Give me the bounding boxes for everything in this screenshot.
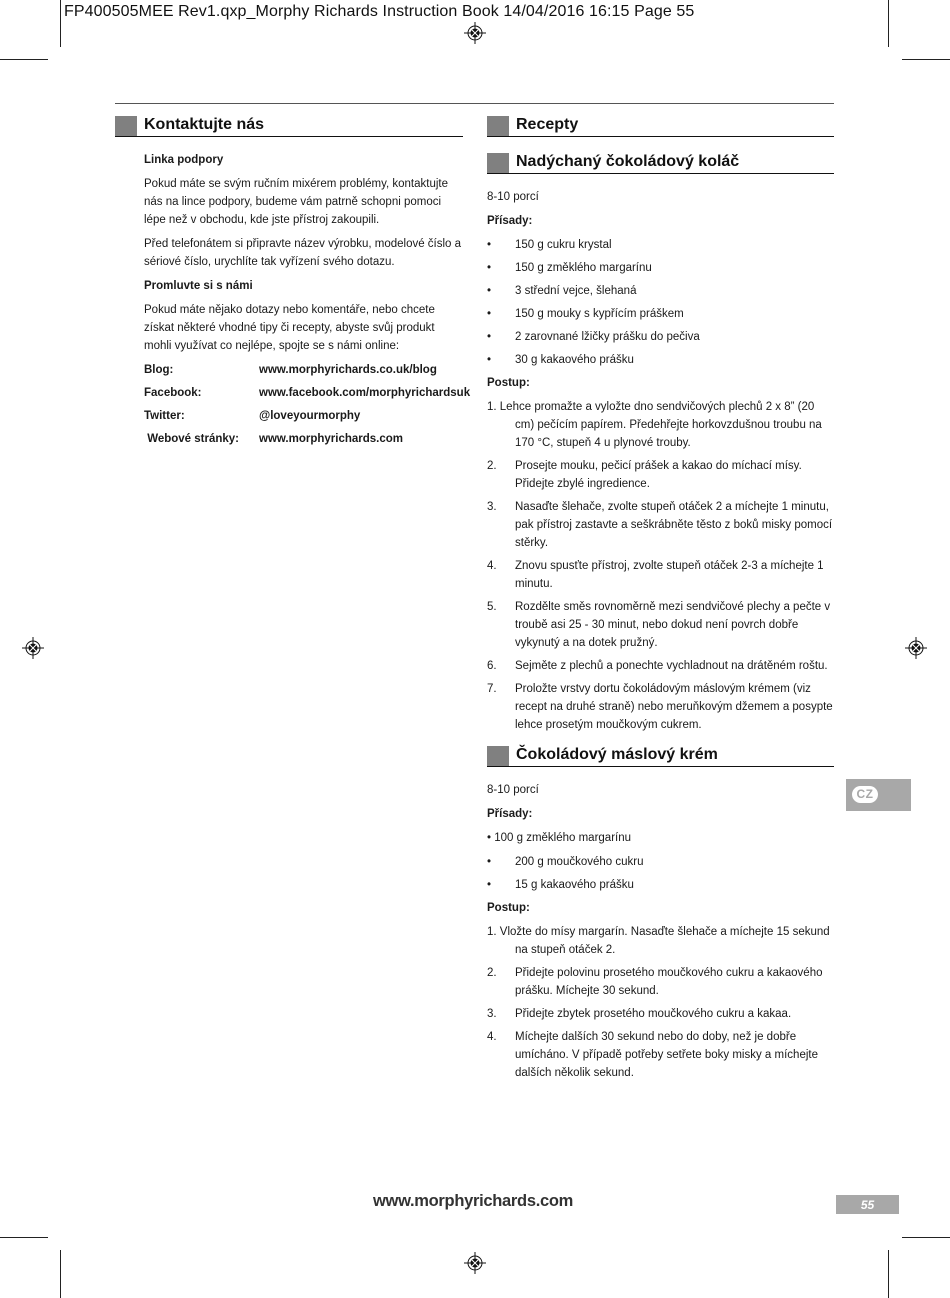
method-step <box>487 1005 834 1023</box>
method-step <box>487 964 834 1000</box>
cream-method-label: Postup: <box>487 902 530 914</box>
list-item <box>487 305 834 323</box>
ingredient-text: 200 g moučkového cukru <box>515 856 644 868</box>
method-step: 1. Lehce promažte a vyložte dno sendvičových plechů 2 x 8” (20 cm) pečícím papírem. Předehřejte horkovzdušnou troubu na 170 °C, stupeň 4 u plynové trouby. <box>487 401 822 449</box>
ingredient-text: 2 zarovnané lžičky prášku do pečiva <box>515 331 700 343</box>
contact-label: Webové stránky: <box>144 433 240 445</box>
crop-mark <box>888 0 889 47</box>
contact-column <box>115 114 471 453</box>
contact-label: Blog: <box>144 364 174 376</box>
contact-row-blog <box>144 361 463 379</box>
crop-mark <box>60 1250 61 1298</box>
cake-ingredients-label: Přísady: <box>487 215 533 227</box>
cake-heading-text: Nadýchaný čokoládový koláč <box>516 153 740 170</box>
bullet: • <box>487 285 492 297</box>
step-text: Přidejte zbytek prosetého moučkového cukru a kakaa. <box>515 1008 792 1020</box>
language-badge: CZ <box>852 786 878 803</box>
list-item <box>487 282 834 300</box>
cake-heading <box>487 151 834 174</box>
crop-mark <box>0 1237 48 1238</box>
registration-mark-icon <box>905 637 927 659</box>
method-step <box>487 498 834 552</box>
step-number: 2. <box>487 460 497 472</box>
contact-row-facebook <box>144 384 471 402</box>
recipes-heading <box>487 114 834 137</box>
ingredient-text: 150 g cukru krystal <box>515 239 612 251</box>
ingredient-text: 15 g kakaového prášku <box>515 879 634 891</box>
bullet: • <box>487 879 492 891</box>
step-number: 3. <box>487 1008 497 1020</box>
crop-mark <box>902 1237 950 1238</box>
bullet: • <box>487 239 492 251</box>
blog-link[interactable]: www.morphyrichards.co.uk/blog <box>259 364 437 376</box>
method-step: 1. Vložte do mísy margarín. Nasaďte šlehače a míchejte 15 sekund na stupeň otáček 2. <box>487 926 830 956</box>
step-number: 3. <box>487 501 497 513</box>
method-step <box>487 1028 834 1082</box>
support-paragraph: Pokud máte se svým ručním mixérem problémy, kontaktujte nás na lince podpory, budeme vám patrně schopni pomoci lépe než v obchodu, kde jste přístroj zakoupili. <box>144 178 449 226</box>
step-number: 6. <box>487 660 497 672</box>
heading-block <box>487 746 509 766</box>
list-item <box>487 876 834 894</box>
step-number: 7. <box>487 683 497 695</box>
bullet: • <box>487 308 492 320</box>
step-text: Přidejte polovinu prosetého moučkového cukru a kakaového prášku. Míchejte 30 sekund. <box>515 967 823 997</box>
step-text: Sejměte z plechů a ponechte vychladnout na drátěném roštu. <box>515 660 828 672</box>
contact-row-twitter <box>144 407 463 425</box>
cream-heading <box>487 744 834 767</box>
crop-mark <box>902 59 950 60</box>
list-item <box>487 259 834 277</box>
step-number: 2. <box>487 967 497 979</box>
talk-title: Promluvte si s námi <box>144 280 253 292</box>
contact-label: Twitter: <box>144 410 185 422</box>
crop-mark <box>888 1250 889 1298</box>
contact-label: Facebook: <box>144 387 202 399</box>
list-item <box>487 351 834 369</box>
registration-mark-icon <box>22 637 44 659</box>
step-text: Míchejte dalších 30 sekund nebo do doby, než je dobře umícháno. V případě potřeby setřete boky misky a míchejte dalších několik sekund. <box>515 1031 818 1079</box>
list-item <box>487 236 834 254</box>
ingredient-text: 30 g kakaového prášku <box>515 354 634 366</box>
list-item <box>487 853 834 871</box>
cake-servings: 8-10 porcí <box>487 191 539 203</box>
page-number: 55 <box>836 1195 899 1214</box>
step-text: Znovu spusťte přístroj, zvolte stupeň otáček 2-3 a míchejte 1 minutu. <box>515 560 824 590</box>
method-step <box>487 457 834 493</box>
list-item: • 100 g změklého margarínu <box>487 832 632 844</box>
cream-servings: 8-10 porcí <box>487 784 539 796</box>
heading-block <box>115 116 137 136</box>
bullet: • <box>487 331 492 343</box>
cream-ingredients-label: Přísady: <box>487 808 533 820</box>
print-slug-line: FP400505MEE Rev1.qxp_Morphy Richards Instruction Book 14/04/2016 16:15 Page 55 <box>64 3 695 20</box>
contact-row-website <box>144 430 463 448</box>
step-text: Proložte vrstvy dortu čokoládovým máslovým krémem (viz recept na druhé straně) nebo meruňkovým džemem a posypte lehce prosetým moučkovým cukrem. <box>515 683 833 731</box>
ingredient-text: 3 střední vejce, šlehaná <box>515 285 637 297</box>
ingredient-text: 150 g mouky s kypřícím práškem <box>515 308 684 320</box>
step-text: Rozdělte směs rovnoměrně mezi sendvičové plechy a pečte v troubě asi 25 - 30 minut, nebo dokud není povrch dobře vykynutý a na dotek pružný. <box>515 601 831 649</box>
contact-heading-text: Kontaktujte nás <box>144 116 265 133</box>
facebook-link[interactable]: www.facebook.com/morphyrichardsuk <box>259 387 471 399</box>
ingredient-text: 150 g změklého margarínu <box>515 262 652 274</box>
talk-paragraph: Pokud máte nějako dotazy nebo komentáře, nebo chcete získat některé vhodné tipy či recepty, abyste svůj produkt mohli využívat co nejlépe, spojte se s námi online: <box>144 304 435 352</box>
list-item <box>487 328 834 346</box>
support-title: Linka podpory <box>144 154 224 166</box>
crop-mark <box>60 0 61 47</box>
step-text: Nasaďte šlehače, zvolte stupeň otáček 2 a míchejte 1 minutu, pak přístroj zastavte a seškrábněte těsto z boků misky pomocí stěrky. <box>515 501 833 549</box>
bullet: • <box>487 354 492 366</box>
website-link[interactable]: www.morphyrichards.com <box>259 433 403 445</box>
step-number: 4. <box>487 1031 497 1043</box>
twitter-link[interactable]: @loveyourmorphy <box>259 410 361 422</box>
bullet: • <box>487 262 492 274</box>
top-rule <box>115 103 834 104</box>
contact-heading <box>115 114 463 137</box>
step-number: 5. <box>487 601 497 613</box>
cake-method-label: Postup: <box>487 377 530 389</box>
method-step <box>487 598 834 652</box>
registration-mark-icon <box>464 22 486 44</box>
language-tab <box>846 779 911 811</box>
method-step <box>487 680 834 734</box>
cream-heading-text: Čokoládový máslový krém <box>516 746 718 763</box>
support-paragraph: Před telefonátem si připravte název výrobku, modelové číslo a sériové číslo, urychlíte tak vyřízení svého dotazu. <box>144 238 462 268</box>
crop-mark <box>0 59 48 60</box>
step-text: Prosejte mouku, pečicí prášek a kakao do míchací mísy. Přidejte zbylé ingredience. <box>515 460 802 490</box>
step-number: 4. <box>487 560 497 572</box>
method-step <box>487 557 834 593</box>
recipes-heading-text: Recepty <box>516 116 579 133</box>
bullet: • <box>487 856 492 868</box>
recipes-column <box>487 114 834 1087</box>
heading-block <box>487 116 509 136</box>
heading-block <box>487 153 509 173</box>
footer-url: www.morphyrichards.com <box>373 1192 574 1210</box>
registration-mark-icon <box>464 1252 486 1274</box>
method-step <box>487 657 834 675</box>
